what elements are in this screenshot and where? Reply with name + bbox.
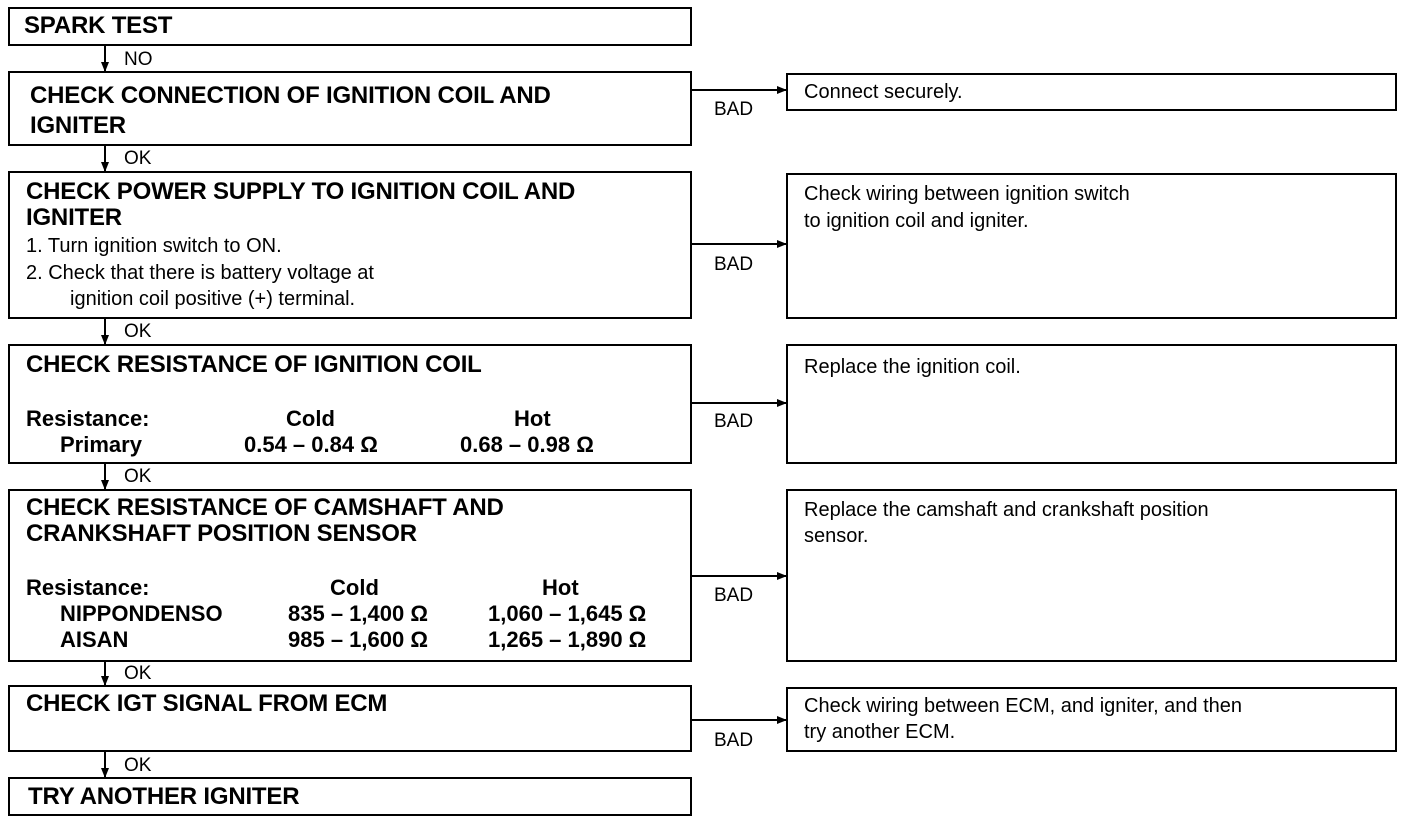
box-try-another-igniter (8, 777, 692, 816)
sensor-row-aisan: AISAN (60, 627, 129, 652)
label-ok-4: OK (124, 663, 152, 684)
connect-securely-text: Connect securely. (804, 81, 963, 103)
wiring-ecm-line-2: try another ECM. (804, 721, 956, 743)
label-ok-1: OK (124, 148, 152, 169)
sensor-title-1: CHECK RESISTANCE OF CAMSHAFT AND (26, 494, 504, 521)
box-check-connection (8, 71, 692, 146)
box-check-wiring-ignition (786, 173, 1397, 319)
wiring-ignition-line-1: Check wiring between ignition switch (804, 183, 1130, 205)
label-ok-3: OK (124, 466, 152, 487)
box-replace-coil (786, 344, 1397, 464)
sensor-aisan-cold: 985 – 1,600 Ω (288, 627, 428, 652)
ignition-coil-title: CHECK RESISTANCE OF IGNITION COIL (26, 351, 482, 378)
coil-col-cold: Cold (286, 406, 335, 431)
wiring-ecm-line-1: Check wiring between ECM, and igniter, and then (804, 695, 1243, 717)
box-connect-securely (786, 73, 1397, 111)
replace-sensor-line-1: Replace the camshaft and crankshaft position (804, 499, 1209, 521)
sensor-row-nippondenso: NIPPONDENSO (60, 601, 223, 626)
box-check-power-supply (8, 171, 692, 319)
label-ok-5: OK (124, 755, 152, 776)
try-igniter-title: TRY ANOTHER IGNITER (28, 783, 300, 810)
power-supply-title-1: CHECK POWER SUPPLY TO IGNITION COIL AND (26, 178, 576, 205)
spark-test-title: SPARK TEST (24, 12, 173, 39)
sensor-nippondenso-cold: 835 – 1,400 Ω (288, 601, 428, 626)
sensor-col-hot: Hot (542, 575, 579, 600)
label-ok-2: OK (124, 321, 152, 342)
sensor-aisan-hot: 1,265 – 1,890 Ω (488, 627, 647, 652)
label-bad-5: BAD (714, 730, 754, 751)
label-no: NO (124, 49, 153, 70)
box-check-ignition-coil (8, 344, 692, 464)
coil-primary-cold: 0.54 – 0.84 Ω (244, 432, 378, 457)
igt-signal-title: CHECK IGT SIGNAL FROM ECM (26, 690, 388, 717)
label-bad-2: BAD (714, 254, 754, 275)
power-supply-title-2: IGNITER (26, 204, 122, 231)
label-bad-1: BAD (714, 99, 754, 120)
replace-coil-text: Replace the ignition coil. (804, 356, 1021, 378)
coil-row-primary: Primary (60, 432, 142, 457)
label-bad-3: BAD (714, 411, 754, 432)
coil-resistance-label: Resistance: (26, 406, 150, 431)
box-replace-sensor (786, 489, 1397, 662)
box-spark-test (8, 7, 692, 46)
sensor-title-2: CRANKSHAFT POSITION SENSOR (26, 520, 417, 547)
box-check-wiring-ecm (786, 687, 1397, 752)
power-supply-step-2b: ignition coil positive (+) terminal. (70, 288, 356, 310)
check-connection-title-2: IGNITER (30, 112, 126, 139)
power-supply-step-1: 1. Turn ignition switch to ON. (26, 235, 282, 257)
check-connection-title-1: CHECK CONNECTION OF IGNITION COIL AND (30, 82, 551, 109)
box-check-igt-signal (8, 685, 692, 752)
label-bad-4: BAD (714, 585, 754, 606)
power-supply-step-2: 2. Check that there is battery voltage at (26, 262, 374, 284)
sensor-nippondenso-hot: 1,060 – 1,645 Ω (488, 601, 647, 626)
wiring-ignition-line-2: to ignition coil and igniter. (804, 210, 1029, 232)
box-check-position-sensor (8, 489, 692, 662)
replace-sensor-line-2: sensor. (804, 525, 869, 547)
coil-primary-hot: 0.68 – 0.98 Ω (460, 432, 594, 457)
coil-col-hot: Hot (514, 406, 551, 431)
sensor-col-cold: Cold (330, 575, 379, 600)
sensor-resistance-label: Resistance: (26, 575, 150, 600)
